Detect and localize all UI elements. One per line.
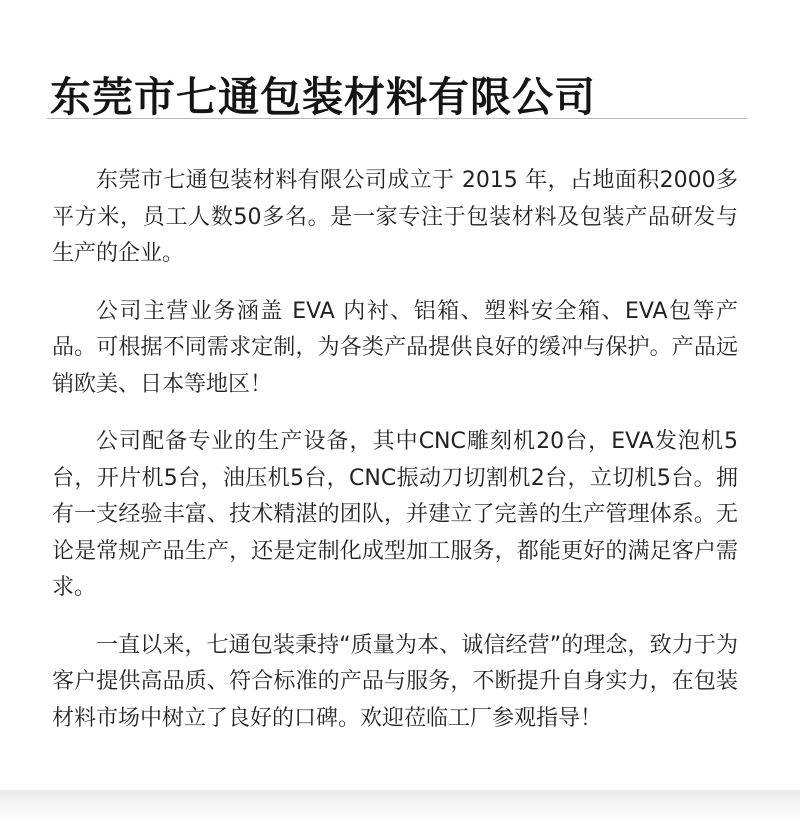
intro-body [52, 163, 738, 758]
footer-shadow-band [0, 790, 800, 825]
page-title: 东莞市七通包装材料有限公司 [50, 73, 596, 122]
intro-paragraph-founding: 东莞市七通包装材料有限公司成立于 2015 年，占地面积2000多平方米，员工人数50多名。是一家专注于包装材料及包装产品研发与生产的企业。 [52, 168, 738, 266]
intro-paragraph-philosophy: 一直以来，七通包装秉持“质量为本、诚信经营”的理念，致力于为客户提供高品质、符合标准的产品与服务，不断提升自身实力，在包装材料市场中树立了良好的口碑。欢迎莅临工厂参观指导！ [52, 632, 738, 731]
intro-paragraph-equipment: 公司配备专业的生产设备，其中CNC雕刻机20台，EVA发泡机5台，开片机5台，油压机5台，CNC振动刀切割机2台，立切机5台。拥有一支经验丰富、技术精湛的团队，并建立了完善的生产管理体系。无论是常规产品生产，还是定制化成型加工服务，都能更好的满足客户需求。 [52, 429, 738, 600]
intro-paragraph-business: 公司主营业务涵盖 EVA 内衬、铝箱、塑料安全箱、EVA包等产品。可根据不同需求定制，为各类产品提供良好的缓冲与保护。产品远销欧美、日本等地区！ [52, 298, 738, 397]
title-divider [47, 118, 747, 119]
